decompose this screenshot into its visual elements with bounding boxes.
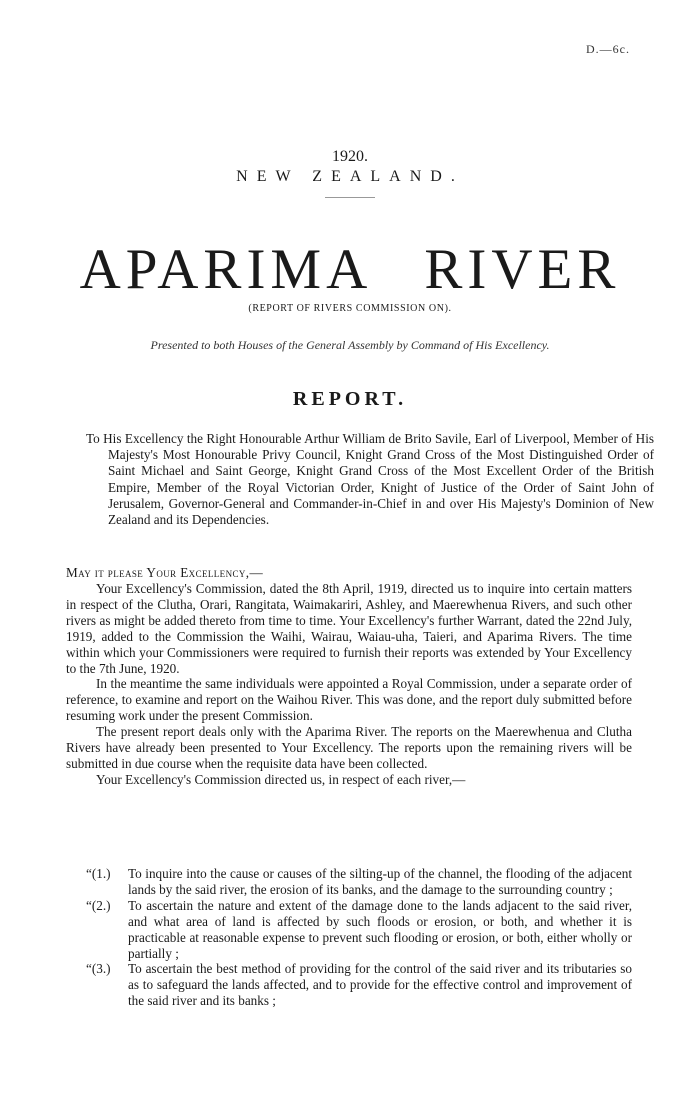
divider-rule: [325, 197, 375, 198]
list-item-text: To ascertain the nature and extent of the damage done to the lands adjacent to the said river, and what area of land is affected by such floods or erosion, or both, and whether it is practicable at reasonable expense to prevent such flooding or erosion, or both, either wholly or partially ;: [128, 897, 632, 961]
report-body: [66, 581, 632, 788]
document-title: APARIMA RIVER: [79, 238, 621, 301]
paragraph-commission: Your Excellency's Commission, dated the 8th April, 1919, directed us to inquire into certain matters in respect of the Clutha, Orari, Rangitata, Waimakariri, Ashley, and Maerewhenua Rivers, and such other rivers as might be added thereto from time to time. Your Excellency's further Warrant, dated the 22nd July, 1919, added to the Commission the Waihi, Wairau, Waiau-uha, Taieri, and Aparima Rivers. The time within which your Commissioners were required to furnish their reports was extended by Your Excellency to the 7th June, 1920.: [66, 581, 632, 676]
list-item-number: “(3.): [86, 961, 111, 977]
salutation-text: May it please Your Excellency,—: [66, 565, 264, 580]
report-heading: REPORT.: [292, 388, 408, 410]
paragraph-directions: Your Excellency's Commission directed us, in respect of each river,—: [96, 771, 466, 787]
list-item: [86, 898, 632, 962]
document-subtitle: (REPORT OF RIVERS COMMISSION ON).: [248, 303, 452, 314]
list-item-text: To ascertain the best method of providing for the control of the said river and its tributaries so as to safeguard the lands affected, and to provide for the effective control and improvement of the said river and its banks ;: [128, 961, 632, 1009]
paragraph-waihou: In the meantime the same individuals were appointed a Royal Commission, under a separate order of reference, to examine and report on the Waihou River. This was done, and the report duly submitted before resuming work under the present Commission.: [66, 676, 632, 724]
list-item: [86, 866, 632, 898]
salutation: [66, 565, 263, 581]
address-block: To His Excellency the Right Honourable Arthur William de Brito Savile, Earl of Liverpool, Member of His Majesty's Most Honourable Privy Council, Knight Grand Cross of the Most Distinguished Order of Saint Michael and Saint George, Knight Grand Cross of the Most Excellent Order of the British Empire, Member of the Royal Victorian Order, Knight of Justice of the Order of Saint John of Jerusalem, Governor-General and Commander-in-Chief in and over His Majesty's Dominion of New Zealand and its Dependencies.: [86, 431, 654, 528]
list-item-text: To inquire into the cause or causes of the silting-up of the channel, the flooding of the adjacent lands by the said river, the erosion of its banks, and the damage to the surrounding country ;: [128, 866, 632, 897]
paragraph-scope: The present report deals only with the Aparima River. The reports on the Maerewhenua and Clutha Rivers have already been presented to Your Excellency. The reports upon the remaining rivers will be submitted in due course when the requisite data have been collected.: [66, 724, 632, 771]
list-item-number: “(2.): [86, 897, 111, 913]
country-heading: NEW ZEALAND.: [236, 168, 464, 185]
presentation-note: Presented to both Houses of the General Assembly by Command of His Excellency.: [150, 338, 550, 352]
terms-of-reference-list: [86, 866, 632, 1009]
document-reference: D.—6c.: [586, 42, 630, 56]
list-item: [86, 961, 632, 1009]
publication-year: 1920.: [332, 148, 368, 165]
list-item-number: “(1.): [86, 866, 111, 881]
